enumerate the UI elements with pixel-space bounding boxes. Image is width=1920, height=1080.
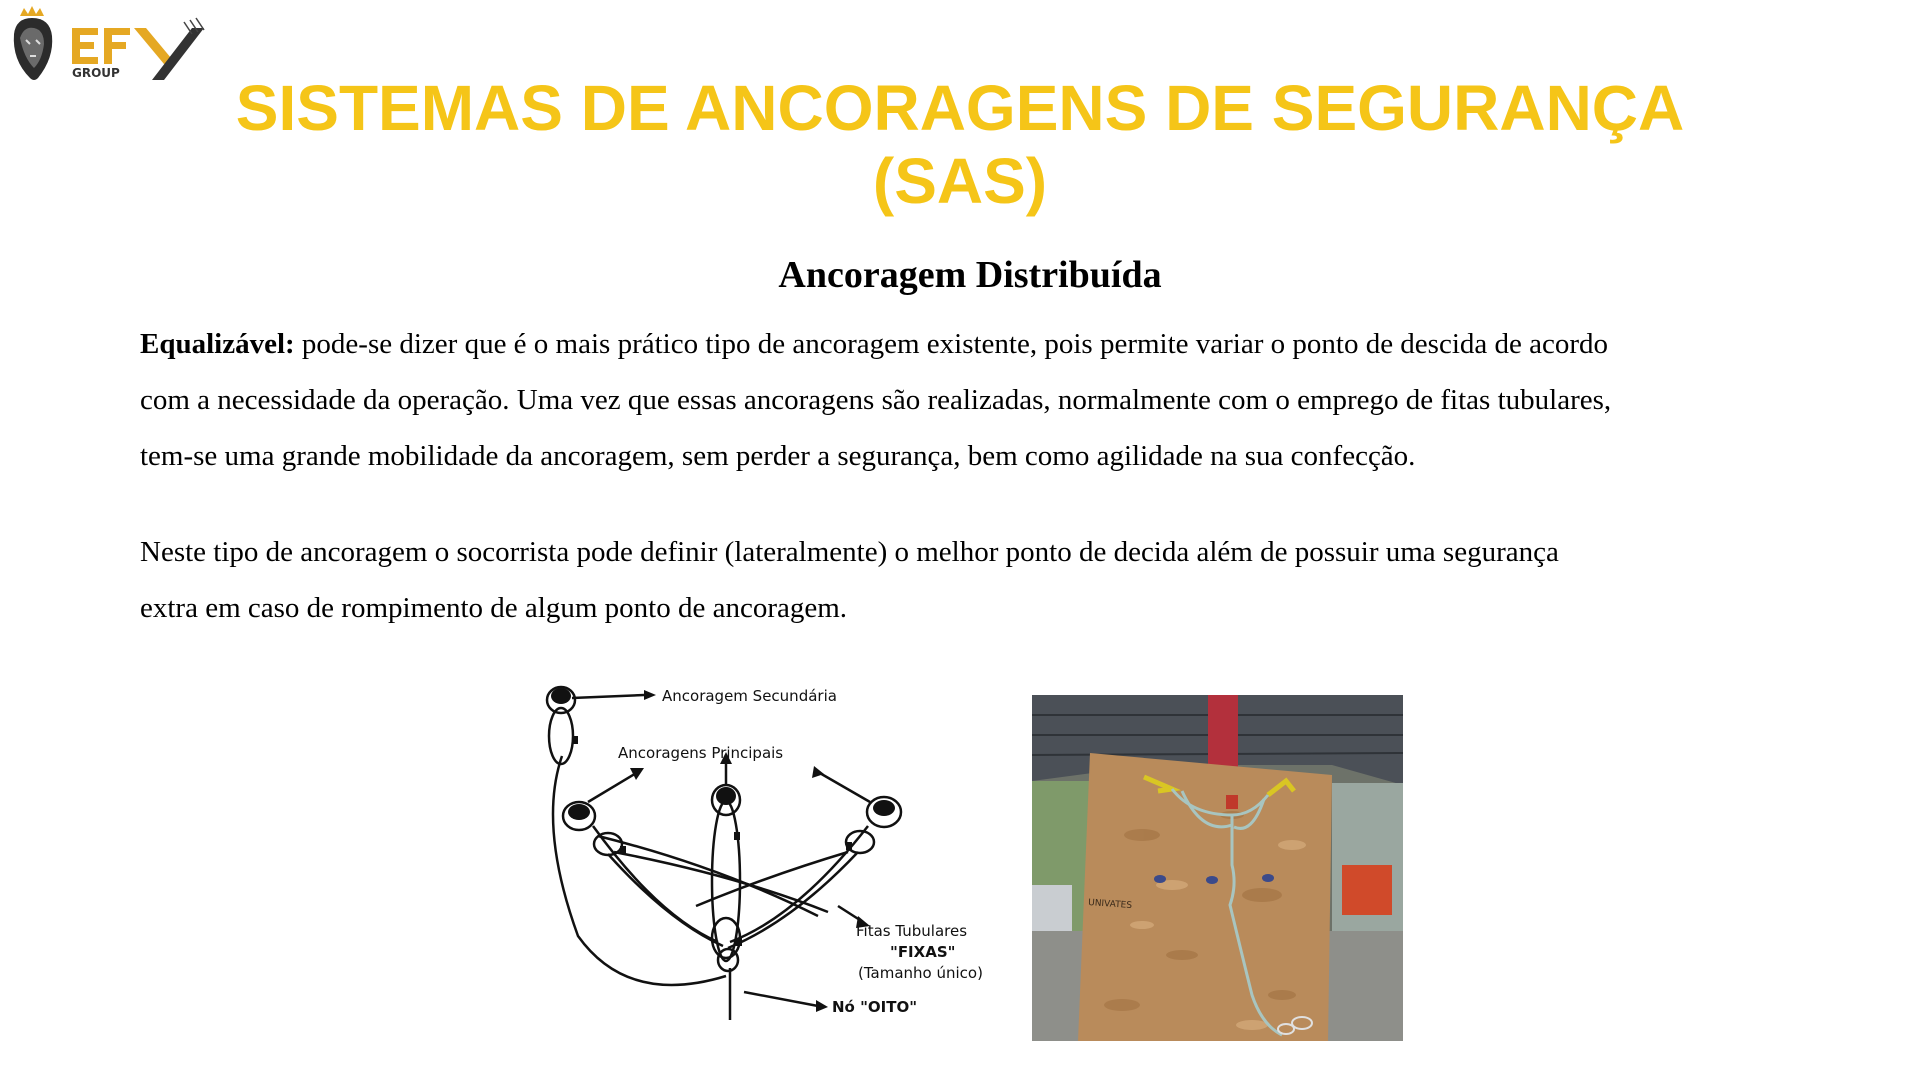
label-principal-anchors: Ancoragens Principais (618, 744, 784, 762)
paragraph-1-line-1-text: pode-se dizer que é o mais prático tipo de ancoragem existente, pois permite variar o ponto de descida de acordo (294, 328, 1609, 360)
paragraph-2-line-1: Neste tipo de ancoragem o socorrista pode definir (lateralmente) o melhor ponto de decida além de possuir uma segurança (140, 536, 1559, 568)
section-subtitle: Ancoragem Distribuída (778, 254, 1162, 296)
paragraph-equalizavel (140, 316, 1820, 484)
paragraph-2-line-2: extra em caso de rompimento de algum ponto de ancoragem. (140, 592, 848, 624)
slide-title (0, 72, 1920, 218)
paragraph-lead-term: Equalizável: (140, 328, 295, 360)
board-inscription: UNIVATES (1087, 898, 1133, 912)
label-secondary-anchor: Ancoragem Secundária (662, 687, 837, 705)
logo-text: GROUP (72, 66, 120, 80)
title-line-1: SISTEMAS DE ANCORAGENS DE SEGURANÇA (235, 72, 1685, 144)
label-tubular-tapes: Fitas Tubulares (856, 922, 968, 940)
title-line-2: (SAS) (872, 144, 1048, 217)
label-single-size: (Tamanho único) (858, 964, 983, 982)
paragraph-lateral (140, 524, 1820, 636)
anchor-photo (1032, 695, 1403, 1041)
anchor-diagram (518, 676, 1018, 1038)
paragraph-1-line-1 (140, 316, 1820, 372)
label-figure-eight-knot: Nó "OITO" (832, 998, 918, 1016)
paragraph-1-line-3: tem-se uma grande mobilidade da ancoragem, sem perder a segurança, bem como agilidade na sua confecção. (140, 440, 1416, 472)
label-fixed: "FIXAS" (890, 943, 956, 961)
paragraph-1-line-2: com a necessidade da operação. Uma vez que essas ancoragens são realizadas, normalmente com o emprego de fitas tubulares, (140, 384, 1612, 416)
